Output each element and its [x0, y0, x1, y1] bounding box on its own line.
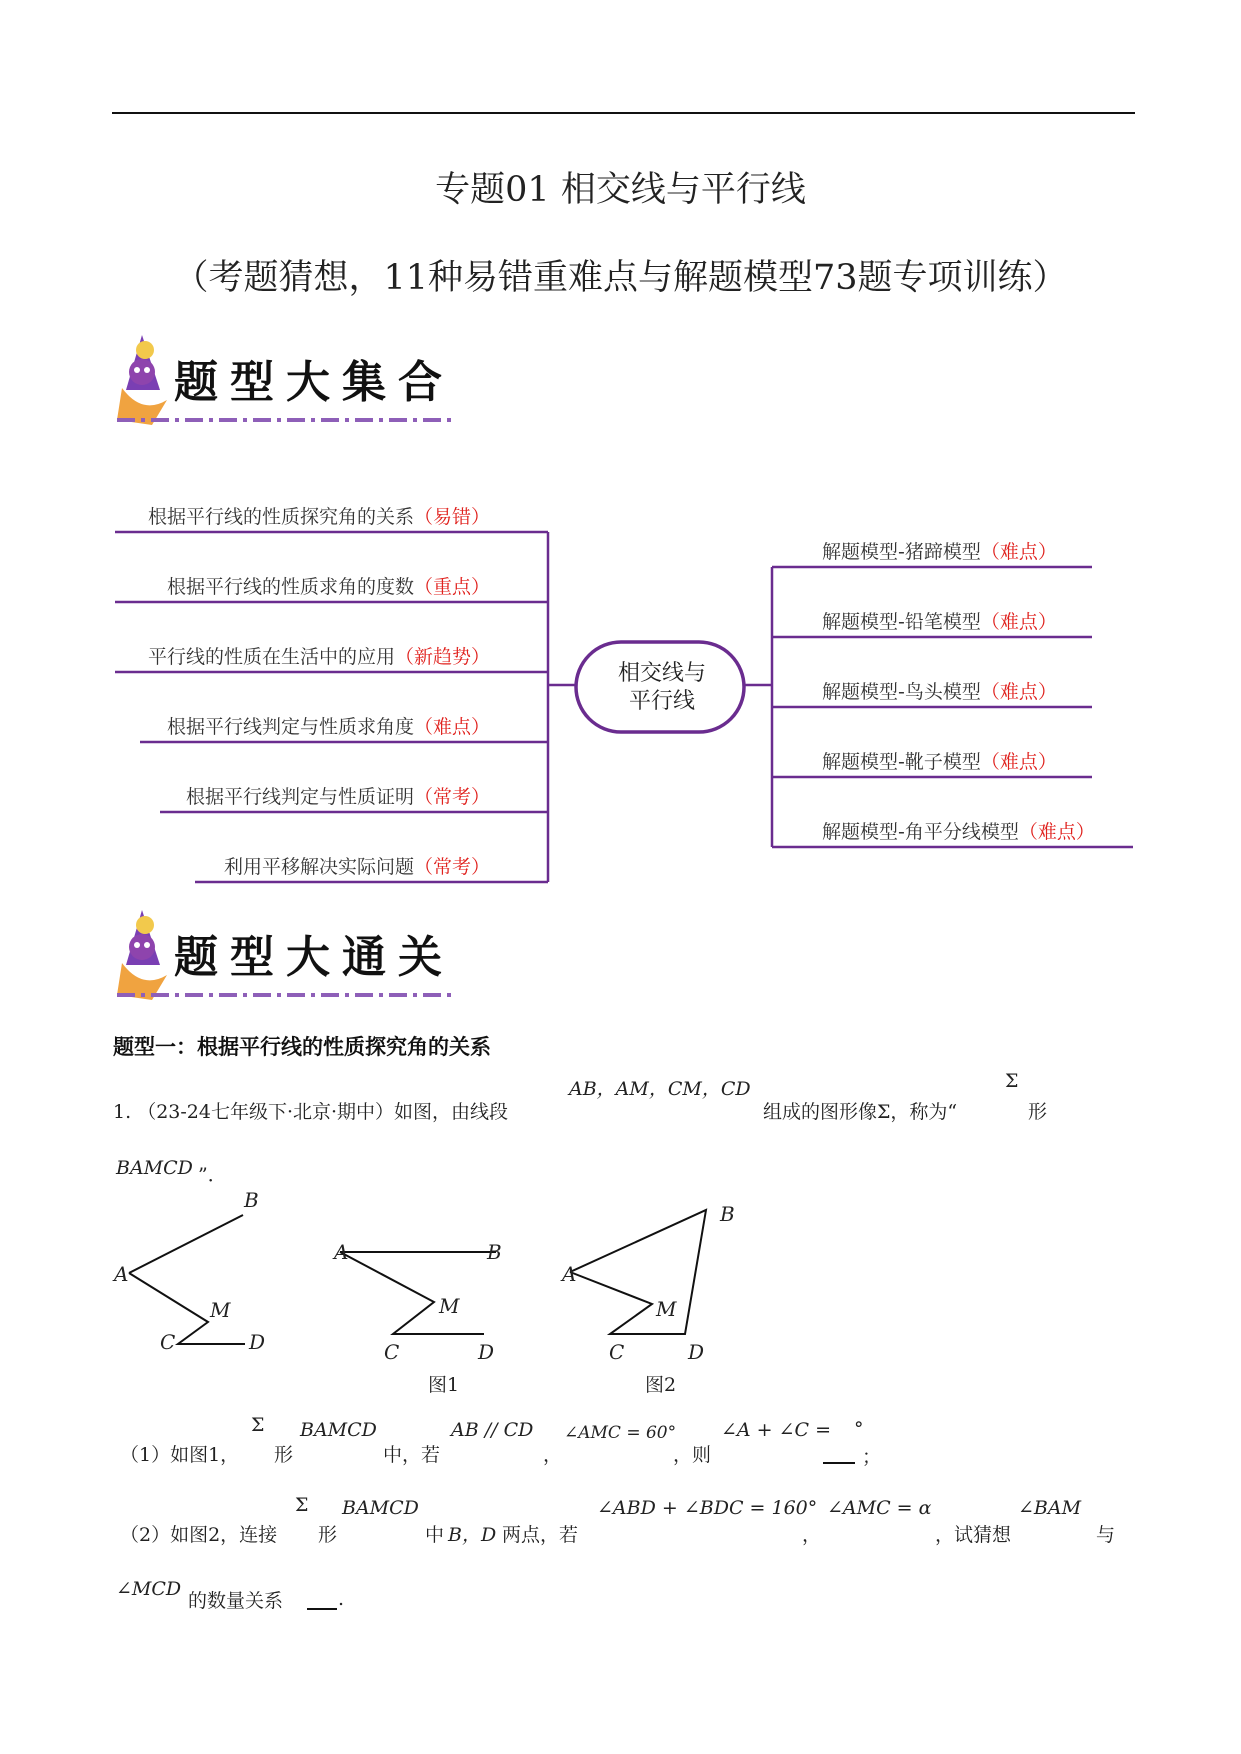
q1-part1-comma: ， — [543, 1444, 563, 1466]
banner-collection-text: 题型大集合 — [174, 357, 454, 408]
page-title: 专题01 相交线与平行线 — [435, 170, 806, 210]
mindmap-right-item: 解题模型-鸟头模型（难点） — [822, 681, 1057, 703]
mindmap-right-item: 解题模型-铅笔模型（难点） — [822, 611, 1057, 633]
mindmap-left-item: 平行线的性质在生活中的应用（新趋势） — [147, 646, 490, 668]
point-label-B: B — [487, 1240, 502, 1264]
q1-part1-cond2: ∠AMC = 60° — [564, 1423, 677, 1443]
q1-part1-cond1: AB // CD — [451, 1419, 534, 1441]
q1-close: ”． — [198, 1164, 227, 1186]
q1-part1-sigma: Σ — [251, 1414, 265, 1436]
q1-part1-name: BAMCD — [300, 1419, 377, 1441]
q1-part2-mid: 中 — [425, 1524, 445, 1546]
banner-practice — [112, 905, 462, 1005]
point-label-M: M — [210, 1298, 231, 1322]
q1-sigma: Σ — [1005, 1070, 1019, 1092]
q1-part2-name: BAMCD — [342, 1497, 419, 1519]
q1-part2-yu: 与 — [1096, 1524, 1116, 1546]
q1-part2-comma: ， — [802, 1524, 822, 1546]
point-label-C: C — [160, 1330, 176, 1354]
q1-part1-deg: ° — [854, 1418, 864, 1440]
figure-caption-1: 图1 — [428, 1374, 460, 1396]
mindmap-center-label: 相交线与 平行线 — [617, 661, 706, 714]
q1-part1-ze: ，则 — [673, 1444, 712, 1466]
mindmap-left-item: 利用平移解决实际问题（常考） — [223, 856, 490, 878]
mindmap-left-item: 根据平行线的性质探究角的关系（易错） — [147, 506, 490, 528]
q1-part2-end: . — [338, 1588, 345, 1610]
q1-xing: 形 — [1028, 1101, 1048, 1123]
q1-name: BAMCD — [116, 1157, 193, 1179]
q1-number: 1. （23-24七年级下·北京·期中）如图，由线段 — [113, 1101, 509, 1123]
mindmap-left-item: 根据平行线判定与性质求角度（难点） — [166, 716, 490, 738]
point-label-D: D — [688, 1340, 705, 1364]
figure-caption-2: 图2 — [645, 1374, 677, 1396]
q1-part2-angle2: ∠MCD — [116, 1578, 182, 1600]
q1-part2-angle1: ∠BAM — [1018, 1497, 1082, 1519]
point-label-A: A — [334, 1240, 349, 1264]
section-heading: 题型一：根据平行线的性质探究角的关系 — [113, 1035, 491, 1059]
mindmap-left-item: 根据平行线判定与性质证明（常考） — [185, 786, 490, 808]
q1-part2-cond2: ∠AMC = α — [827, 1497, 932, 1519]
banner-practice-text: 题型大通关 — [174, 932, 454, 983]
q1-part2-sigma: Σ — [295, 1494, 309, 1516]
q1-text-a: 组成的图形像Σ，称为“ — [763, 1101, 958, 1123]
q1-part2-answer-blank[interactable] — [307, 1586, 337, 1610]
page-subtitle: （考题猜想，11种易错重难点与解题模型73题专项训练） — [173, 258, 1068, 298]
point-label-M: M — [439, 1294, 460, 1318]
point-label-D: D — [478, 1340, 495, 1364]
q1-part2-guess: ，试猜想 — [935, 1524, 1012, 1546]
point-label-A: A — [114, 1262, 129, 1286]
q1-part2-xing: 形 — [318, 1524, 338, 1546]
q1-part1-answer-blank[interactable] — [823, 1440, 855, 1464]
point-label-C: C — [609, 1340, 625, 1364]
q1-part1-end: ； — [862, 1446, 882, 1468]
point-label-B: B — [720, 1202, 735, 1226]
q1-part1-xing: 形 — [274, 1444, 294, 1466]
mindmap-right-item: 解题模型-角平分线模型（难点） — [822, 821, 1095, 843]
point-label-A: A — [562, 1262, 577, 1286]
q1-segments: AB，AM，CM，CD — [569, 1078, 751, 1100]
point-label-D: D — [249, 1330, 266, 1354]
mindmap-right-item: 解题模型-猪蹄模型（难点） — [822, 541, 1057, 563]
q1-part2-rel: 的数量关系 — [188, 1590, 284, 1612]
q1-part2-bd: B，D — [448, 1524, 497, 1546]
mindmap-left-item: 根据平行线的性质求角的度数（重点） — [166, 576, 490, 598]
point-label-B: B — [244, 1188, 259, 1212]
point-label-M: M — [656, 1297, 677, 1321]
q1-part2-cond1: ∠ABD + ∠BDC = 160° — [597, 1497, 818, 1519]
q1-part2-lead: （2）如图2，连接 — [120, 1524, 278, 1546]
point-label-C: C — [384, 1340, 400, 1364]
q1-part2-two-points: 两点，若 — [502, 1524, 579, 1546]
q1-part1-zhong: 中，若 — [383, 1444, 441, 1466]
q1-part1-lead: （1）如图1， — [120, 1444, 240, 1466]
q1-part1-expr: ∠A + ∠C = — [721, 1419, 832, 1441]
mindmap-right-item: 解题模型-靴子模型（难点） — [822, 751, 1057, 773]
